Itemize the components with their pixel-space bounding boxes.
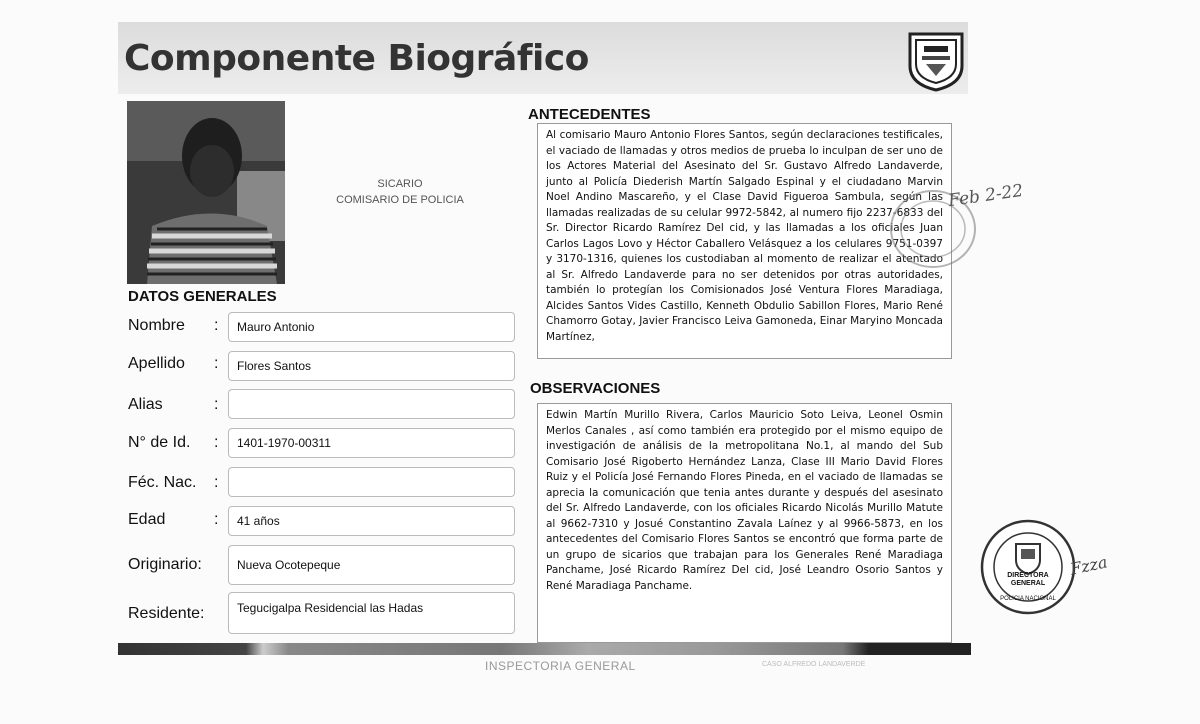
- colon: :: [214, 474, 219, 491]
- role-line-2: COMISARIO DE POLICIA: [336, 194, 464, 206]
- colon: :: [214, 396, 219, 413]
- footer-bar: [118, 643, 971, 655]
- observaciones-title: OBSERVACIONES: [530, 380, 661, 397]
- handwritten-date: Feb 2-22: [946, 180, 1025, 212]
- footer-case: CASO ALFREDO LANDAVERDE: [762, 661, 866, 668]
- apellido-field[interactable]: Flores Santos: [228, 351, 515, 381]
- handwritten-initials: Fzza: [1068, 552, 1110, 579]
- apellido-label: Apellido: [128, 355, 185, 372]
- nombre-field[interactable]: Mauro Antonio: [228, 312, 515, 342]
- alias-field[interactable]: [228, 389, 515, 419]
- stamp-bottom: POLICIA NACIONAL: [1000, 596, 1056, 602]
- police-badge-icon: [902, 28, 970, 94]
- antecedentes-title: ANTECEDENTES: [528, 106, 651, 123]
- stamp-line-1: DIRECTORA: [1007, 572, 1049, 579]
- profile-role: [315, 176, 485, 208]
- page-title: Componente Biográfico: [124, 38, 589, 79]
- footer-title: INSPECTORIA GENERAL: [485, 659, 636, 673]
- stamp-line-2: GENERAL: [1010, 580, 1046, 587]
- colon: :: [214, 511, 219, 528]
- observaciones-text: Edwin Martín Murillo Rivera, Carlos Mauricio Soto Leiva, Leonel Osmin Merlos Canales , así como también era protegido por el mismo equipo de investigación de análisis de la metropolitana No.1, al mando del Sub Comisario José Rigoberto Hernández Lanza, Clase III Mario David Flores Ruiz y el Policía José Fernando Flores Pineda, en el vaciado de llamadas se aprecia la comunicación que tenia antes durante y después del asesinato del Sr. Alfredo Landaverde, con los oficiales Ricardo Nicolás Murillo Matute al 9662-7310 y Josué Constantino Zavala Laínez y al 9966-5873, en los antecedentes del Comisario Flores Santos se encontró que forma parte de un grupo de sicarios que trabajan para los Generales René Maradiaga Panchame, José Ricardo Ramírez Del cid, José Leandro Osorio Santos y René Maradiaga Panchame.: [537, 403, 952, 643]
- id-field[interactable]: 1401-1970-00311: [228, 428, 515, 458]
- colon: :: [214, 434, 219, 451]
- alias-label: Alias: [128, 396, 163, 413]
- edad-label: Edad: [128, 511, 166, 528]
- fec-nac-field[interactable]: [228, 467, 515, 497]
- colon: :: [214, 355, 219, 372]
- edad-field[interactable]: 41 años: [228, 506, 515, 536]
- suspect-photo: [127, 101, 285, 284]
- nombre-label: Nombre: [128, 317, 185, 334]
- residente-label: Residente:: [128, 605, 205, 622]
- antecedentes-text: Al comisario Mauro Antonio Flores Santos, según declaraciones testificales, el vaciado de llamadas y otros medios de prueba lo inculpan de ser uno de los Actores Material del Asesinato del Sr. Gustavo Alfredo Landaverde, junto al Policía Diederish Martín Salgado Espinal y el ciudadano Marvin Noel Andino Mascareño, y el Clase David Figueroa Sambula, según las llamadas realizadas de su celular 9972-5842, al numero fijo 2237-6833 del Sr. Director Ricardo Ramírez Del cid, y las llamadas a los oficiales Juan Carlos Lagos Lovo y Héctor Caballero Velásquez a los celulares 9751-0397 y 3170-1316, quienes los custodiaban al momento de realizar el atentado al Sr. Alfredo Landaverde para no ser detenidos por otras autoridades, también lo protegían los Comisionados José Ventura Flores Maradiaga, Alcides Santos Vides Castillo, Kenneth Obdulio Sabillon Flores, Mario René Chamorro Gotay, Javier Francisco Leiva Gamoneda, Einar Maryino Moncada Martínez,: [537, 123, 952, 359]
- role-line-1: SICARIO: [377, 178, 423, 190]
- originario-label: Originario:: [128, 556, 202, 573]
- colon: :: [214, 317, 219, 334]
- datos-generales-title: DATOS GENERALES: [128, 288, 277, 305]
- residente-field[interactable]: Tegucigalpa Residencial las Hadas: [228, 592, 515, 634]
- fec-nac-label: Féc. Nac.: [128, 474, 197, 491]
- id-label: N° de Id.: [128, 434, 191, 451]
- originario-field[interactable]: Nueva Ocotepeque: [228, 545, 515, 585]
- stamp-text: [1005, 572, 1051, 588]
